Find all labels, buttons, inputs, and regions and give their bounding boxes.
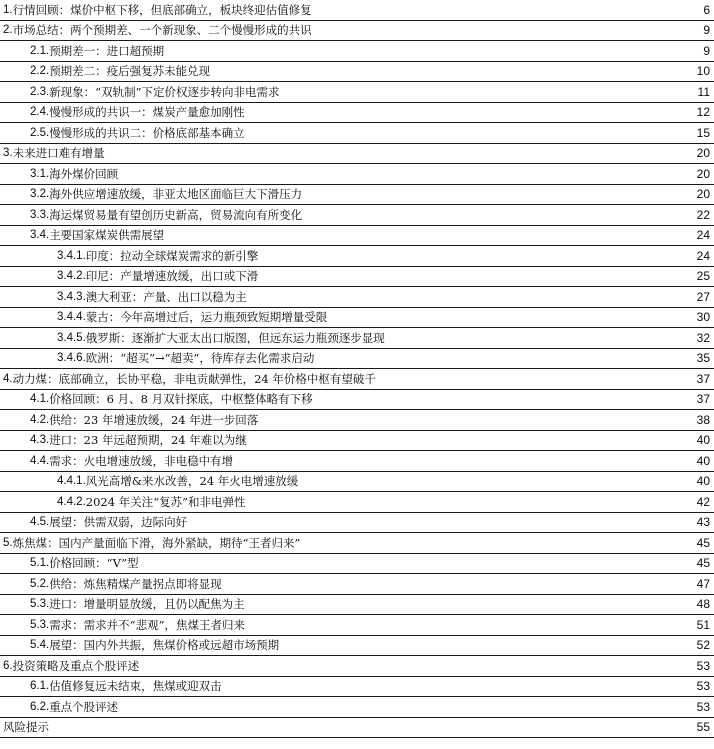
toc-entry[interactable] bbox=[0, 246, 714, 267]
toc-entry-title: 未来进口难有增量 bbox=[12, 146, 105, 160]
toc-entry-title: 风险提示 bbox=[3, 720, 49, 734]
toc-entry-number: 4.4. bbox=[30, 454, 50, 467]
toc-entry[interactable] bbox=[0, 492, 714, 513]
toc-entry-page-number: 40 bbox=[696, 474, 710, 488]
toc-entry-title: 投资策略及重点个股评述 bbox=[12, 658, 140, 673]
toc-entry-number: 4.4.1. bbox=[57, 475, 86, 487]
toc-entry-number: 5.2. bbox=[30, 577, 50, 590]
toc-entry-number: 3. bbox=[3, 147, 13, 159]
toc-entry-title: 动力煤：底部确立，长协平稳，非电贡献弹性，24 年价格中枢有望破千 bbox=[12, 371, 376, 386]
toc-entry-page-number: 40 bbox=[696, 433, 710, 447]
toc-entry[interactable] bbox=[0, 287, 714, 308]
toc-entry-page-number: 47 bbox=[696, 576, 710, 591]
toc-entry[interactable] bbox=[0, 636, 714, 657]
toc-entry[interactable] bbox=[0, 308, 714, 329]
toc-entry[interactable] bbox=[0, 226, 714, 247]
toc-entry-number: 3.3. bbox=[30, 208, 50, 221]
toc-entry-title: 印度：拉动全球煤炭需求的新引擎 bbox=[85, 248, 259, 263]
toc-entry-page-number: 9 bbox=[703, 23, 710, 37]
toc-entry-title: 炼焦煤：国内产量面临下滑，海外紧缺，期待“王者归来” bbox=[12, 535, 301, 550]
toc-entry-page-number: 24 bbox=[696, 248, 710, 263]
toc-entry-page-number: 6 bbox=[703, 2, 710, 17]
toc-entry[interactable] bbox=[0, 369, 714, 390]
toc-entry[interactable] bbox=[0, 267, 714, 288]
toc-entry-title: 海外煤价回顾 bbox=[49, 166, 119, 181]
toc-entry[interactable] bbox=[0, 513, 714, 534]
toc-entry-title: 俄罗斯：逐渐扩大亚太出口版图，但远东运力瓶颈逐步显现 bbox=[85, 330, 385, 345]
toc-entry-title: 预期差二：疫后强复苏未能兑现 bbox=[49, 64, 211, 78]
toc-entry-number: 3.2. bbox=[30, 188, 50, 200]
toc-entry-title: 2024 年关注“复苏”和非电弹性 bbox=[85, 494, 246, 509]
toc-entry-number: 3.4.6. bbox=[57, 352, 86, 364]
toc-entry-title: 行情回顾：煤价中枢下移，但底部确立，板块终迎估值修复 bbox=[12, 2, 312, 17]
toc-entry-number: 2.4. bbox=[30, 106, 50, 118]
toc-entry-title: 价格回顾：6 月、8 月双针探底，中枢整体略有下移 bbox=[49, 392, 313, 406]
toc-entry-page-number: 12 bbox=[696, 105, 710, 119]
toc-entry-page-number: 22 bbox=[696, 207, 710, 222]
toc-entry-page-number: 32 bbox=[696, 330, 710, 345]
toc-entry[interactable] bbox=[0, 697, 714, 718]
toc-entry[interactable] bbox=[0, 472, 714, 493]
toc-entry-page-number: 25 bbox=[696, 269, 710, 283]
toc-entry[interactable] bbox=[0, 144, 714, 165]
toc-entry-page-number: 40 bbox=[696, 453, 710, 468]
toc-entry[interactable] bbox=[0, 533, 714, 554]
toc-entry-title: 供给：23 年增速放缓，24 年进一步回落 bbox=[49, 412, 259, 427]
toc-entry-page-number: 52 bbox=[696, 638, 710, 652]
toc-entry-number: 3.4. bbox=[30, 229, 50, 241]
toc-entry-title: 展望：供需双弱，边际向好 bbox=[49, 515, 188, 529]
toc-entry-page-number: 24 bbox=[696, 228, 710, 242]
toc-entry-page-number: 53 bbox=[696, 699, 710, 714]
toc-entry[interactable] bbox=[0, 205, 714, 226]
toc-entry-number: 2.1. bbox=[30, 44, 50, 57]
toc-entry-page-number: 55 bbox=[696, 720, 710, 734]
toc-entry-number: 6.1. bbox=[30, 680, 50, 692]
toc-entry-number: 2.5. bbox=[30, 126, 50, 139]
toc-entry-number: 5.1. bbox=[30, 557, 50, 569]
toc-entry-number: 4.4.2. bbox=[57, 495, 86, 508]
toc-entry-page-number: 35 bbox=[696, 351, 710, 365]
toc-entry[interactable] bbox=[0, 123, 714, 144]
toc-entry-title: 慢慢形成的共识一：煤炭产量愈加刚性 bbox=[49, 105, 245, 119]
toc-entry-page-number: 30 bbox=[696, 310, 710, 324]
toc-entry[interactable] bbox=[0, 21, 714, 42]
toc-entry-number: 2.3. bbox=[30, 85, 50, 98]
toc-entry-number: 3.4.3. bbox=[57, 290, 86, 303]
toc-entry-page-number: 27 bbox=[696, 289, 710, 304]
toc-entry[interactable] bbox=[0, 595, 714, 616]
toc-entry[interactable] bbox=[0, 554, 714, 575]
toc-entry-title: 慢慢形成的共识二：价格底部基本确立 bbox=[49, 125, 245, 140]
toc-entry-number: 4. bbox=[3, 372, 13, 385]
toc-entry-number: 3.4.1. bbox=[57, 249, 86, 262]
toc-entry[interactable] bbox=[0, 62, 714, 83]
toc-entry[interactable] bbox=[0, 431, 714, 452]
toc-entry-page-number: 53 bbox=[696, 658, 710, 673]
toc-entry-number: 3.4.5. bbox=[57, 331, 86, 344]
toc-entry[interactable] bbox=[0, 41, 714, 62]
toc-entry-title: 价格回顾：“V”型 bbox=[49, 556, 139, 570]
toc-entry-number: 4.5. bbox=[30, 516, 50, 528]
toc-entry-number: 2. bbox=[3, 24, 13, 36]
toc-entry[interactable] bbox=[0, 656, 714, 677]
toc-entry-title: 市场总结：两个预期差、一个新现象、二个慢慢形成的共识 bbox=[12, 23, 312, 37]
toc-entry[interactable] bbox=[0, 615, 714, 636]
toc-entry-title: 蒙古：今年高增过后，运力瓶颈致短期增量受限 bbox=[85, 310, 328, 324]
toc-entry-number: 1. bbox=[3, 3, 13, 16]
toc-entry-page-number: 51 bbox=[696, 617, 710, 632]
toc-entry[interactable] bbox=[0, 574, 714, 595]
toc-entry-title: 澳大利亚：产量、出口以稳为主 bbox=[85, 289, 247, 304]
toc-entry[interactable] bbox=[0, 185, 714, 206]
toc-entry-number: 3.1. bbox=[30, 167, 50, 180]
toc-entry-number: 5.3. bbox=[30, 618, 50, 631]
toc-entry-number: 3.4.4. bbox=[57, 311, 86, 323]
toc-entry-title: 印尼：产量增速放缓，出口或下滑 bbox=[85, 269, 259, 283]
toc-entry[interactable] bbox=[0, 349, 714, 370]
toc-entry-page-number: 20 bbox=[696, 166, 710, 181]
toc-entry[interactable] bbox=[0, 103, 714, 124]
toc-entry-number: 2.2. bbox=[30, 65, 50, 77]
toc-entry[interactable] bbox=[0, 677, 714, 698]
toc-entry-page-number: 48 bbox=[696, 597, 710, 611]
toc-entry[interactable] bbox=[0, 82, 714, 103]
toc-entry-title: 供给：炼焦精煤产量拐点即将显现 bbox=[49, 576, 222, 591]
toc-entry-page-number: 20 bbox=[696, 146, 710, 160]
toc-entry-page-number: 15 bbox=[696, 125, 710, 140]
toc-entry[interactable] bbox=[0, 451, 714, 472]
toc-entry[interactable] bbox=[0, 390, 714, 411]
toc-entry-page-number: 45 bbox=[696, 556, 710, 570]
toc-entry-title: 需求：需求并不“悲观”，焦煤王者归来 bbox=[49, 617, 245, 632]
toc-entry-title: 欧洲：“超买”→“超卖”，待库存去化需求启动 bbox=[85, 351, 315, 365]
toc-entry-page-number: 45 bbox=[696, 535, 710, 550]
toc-entry-page-number: 42 bbox=[696, 494, 710, 509]
toc-entry-title: 重点个股评述 bbox=[49, 699, 119, 714]
toc-entry-page-number: 11 bbox=[697, 84, 710, 99]
toc-entry-number: 5.4. bbox=[30, 639, 50, 651]
toc-entry-number: 3.4.2. bbox=[57, 270, 86, 282]
toc-entry-title: 风光高增&来水改善，24 年火电增速放缓 bbox=[85, 474, 299, 488]
toc-entry-page-number: 53 bbox=[696, 679, 710, 693]
toc-entry-title: 展望：国内外共振，焦煤价格或远超市场预期 bbox=[49, 638, 280, 652]
toc-entry-number: 5. bbox=[3, 536, 13, 549]
toc-entry[interactable] bbox=[0, 164, 714, 185]
toc-entry-number: 4.2. bbox=[30, 413, 50, 426]
toc-entry[interactable] bbox=[0, 410, 714, 431]
toc-entry[interactable] bbox=[0, 718, 714, 739]
toc-entry-title: 海外供应增速放缓，非亚太地区面临巨大下滑压力 bbox=[49, 187, 303, 201]
toc-entry-page-number: 37 bbox=[696, 371, 710, 386]
toc-entry[interactable] bbox=[0, 328, 714, 349]
toc-entry-title: 进口：增量明显放缓，且仍以配焦为主 bbox=[49, 597, 245, 611]
toc-entry-page-number: 10 bbox=[696, 64, 710, 78]
toc-entry-number: 5.3. bbox=[30, 598, 50, 610]
toc-entry[interactable] bbox=[0, 0, 714, 21]
toc-entry-number: 6. bbox=[3, 659, 13, 672]
toc-entry-page-number: 43 bbox=[696, 515, 710, 529]
toc-entry-title: 海运煤贸易量有望创历史新高，贸易流向有所变化 bbox=[49, 207, 303, 222]
toc-entry-title: 进口：23 年远超预期，24 年难以为继 bbox=[49, 433, 247, 447]
toc-entry-title: 估值修复远未结束，焦煤或迎双击 bbox=[49, 679, 222, 693]
toc-entry-title: 预期差一：进口超预期 bbox=[49, 43, 165, 58]
toc-entry-number: 6.2. bbox=[30, 700, 50, 713]
toc-entry-number: 4.1. bbox=[30, 393, 50, 405]
toc-entry-page-number: 20 bbox=[696, 187, 710, 201]
toc-entry-number: 4.3. bbox=[30, 434, 50, 446]
toc-entry-page-number: 38 bbox=[696, 412, 710, 427]
toc-entry-page-number: 9 bbox=[703, 43, 710, 58]
toc-entry-title: 需求：火电增速放缓，非电稳中有增 bbox=[49, 453, 234, 468]
toc-entry-page-number: 37 bbox=[696, 392, 710, 406]
toc-entry-title: 新现象：“双轨制”下定价权逐步转向非电需求 bbox=[49, 84, 280, 99]
toc-entry-title: 主要国家煤炭供需展望 bbox=[49, 228, 165, 242]
